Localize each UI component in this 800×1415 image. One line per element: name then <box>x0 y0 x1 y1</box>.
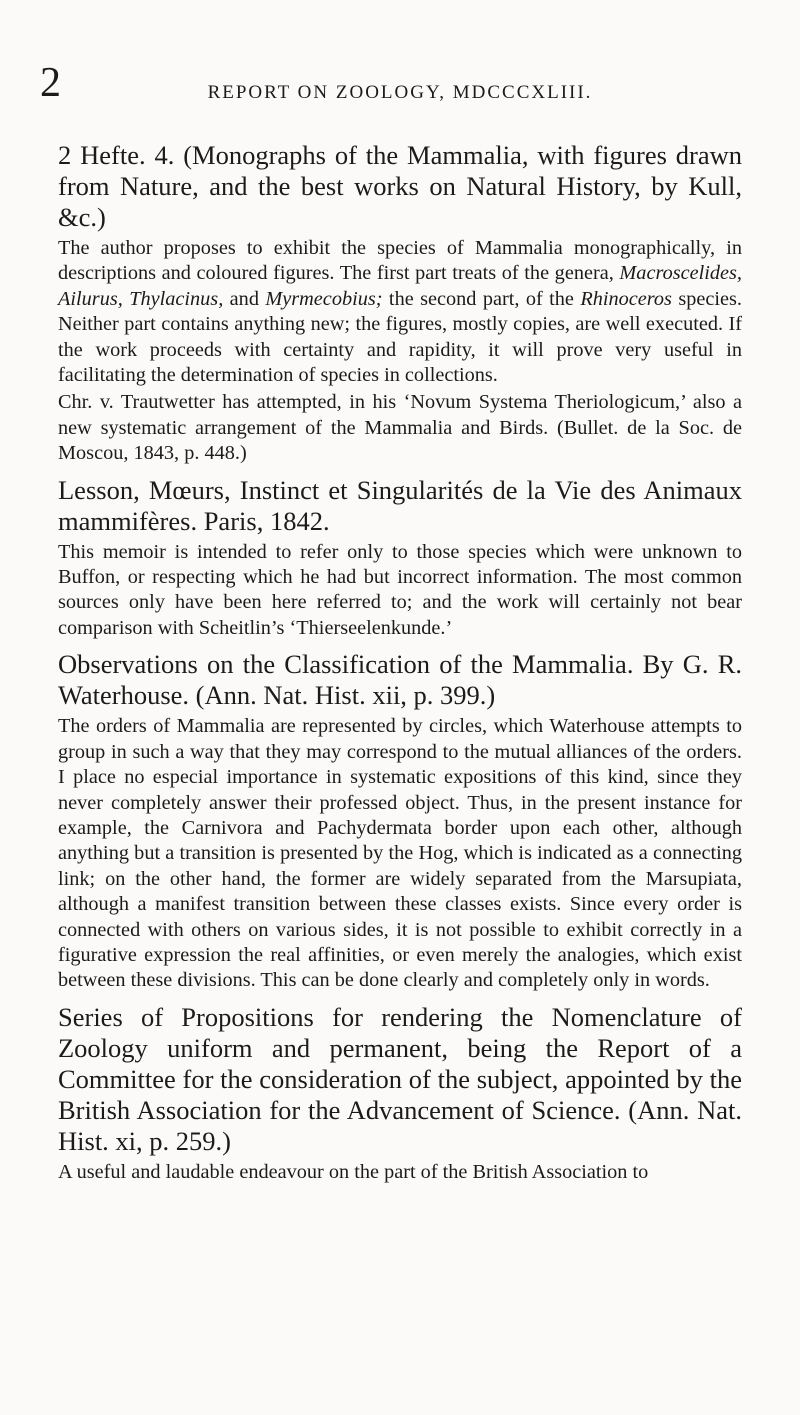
paragraph-text: and <box>223 287 266 310</box>
entry-waterhouse-classification <box>58 649 742 993</box>
entry-lesson-moeurs <box>58 475 742 642</box>
entry-heading: Lesson, Mœurs, Instinct et Singularités de la Vie des Animaux mammifères. Paris, 1842. <box>58 474 742 536</box>
paragraph-text: The author proposes to exhibit the species of Mammalia monographically, in descriptions and coloured figures. The first part treats of the genera, <box>58 237 742 285</box>
genus-names: Macroscelides, Ailurus, Thylacinus, <box>58 262 742 310</box>
entry-paragraph: Chr. v. Trautwetter has attempted, in his ‘Novum Systema Theriologicum,’ also a new systematic arrangement of the Mammalia and Birds. (Bullet. de la Soc. de Moscou, 1843, p. 448.) <box>58 391 742 465</box>
entry-paragraph <box>58 236 742 388</box>
page-number: 2 <box>40 60 61 106</box>
running-head: REPORT ON ZOOLOGY, MDCCCXLIII. <box>207 82 593 103</box>
entry-paragraph: This memoir is intended to refer only to those species which were unknown to Buffon, or respecting which he had but incorrect information. The most common sources only have been here referred to; and the work will certainly not bear comparison with Scheitlin’s ‘Thierseelenkunde.’ <box>58 540 742 639</box>
entry-nomenclature-propositions <box>58 1002 742 1185</box>
entry-paragraph: A useful and laudable endeavour on the part of the British Association to <box>58 1160 649 1183</box>
entry-heading: Series of Propositions for rendering the Nomenclature of Zoology uniform and permanent, being the Report of a Committee for the consideration of the subject, appointed by the British Association for the Advancement of Science. (Ann. Nat. Hist. xi, p. 259.) <box>58 1001 742 1156</box>
entry-heading: 2 Hefte. 4. (Monographs of the Mammalia, with figures drawn from Nature, and the best works on Natural History, by Kull, &c.) <box>58 140 742 232</box>
genus-name: Myrmecobius; <box>265 287 383 310</box>
entry-heading: Observations on the Classification of the Mammalia. By G. R. Waterhouse. (Ann. Nat. Hist. xii, p. 399.) <box>58 649 742 711</box>
page-body <box>58 140 742 1193</box>
paragraph-text: the second part, of the <box>382 287 581 310</box>
entry-kull-monographs <box>58 140 742 467</box>
entry-paragraph: The orders of Mammalia are represented by circles, which Waterhouse attempts to group in such a way that they may correspond to the mutual alliances of the orders. I place no especial importance in systematic expositions of this kind, since they never completely answer their professed object. Thus, in the present instance for example, the Carnivora and Pachydermata border upon each other, although anything but a transition is presented by the Hog, which is indicated as a connecting link; on the other hand, the former are widely separated from the Marsupiata, although a manifest transition between these classes exists. Since every order is connected with others on various sides, it is not possible to exhibit correctly in a figurative expression the real affinities, or even merely the analogies, which exist between these divisions. This can be done clearly and completely only in words. <box>58 715 742 992</box>
genus-name: Rhinoceros <box>580 287 672 310</box>
paragraph-text: species. Neither part contains anything new; the figures, mostly copies, are well executed. If the work proceeds with certainty and rapidity, it will prove very useful in facilitating the determination of species in collections. <box>58 287 742 387</box>
